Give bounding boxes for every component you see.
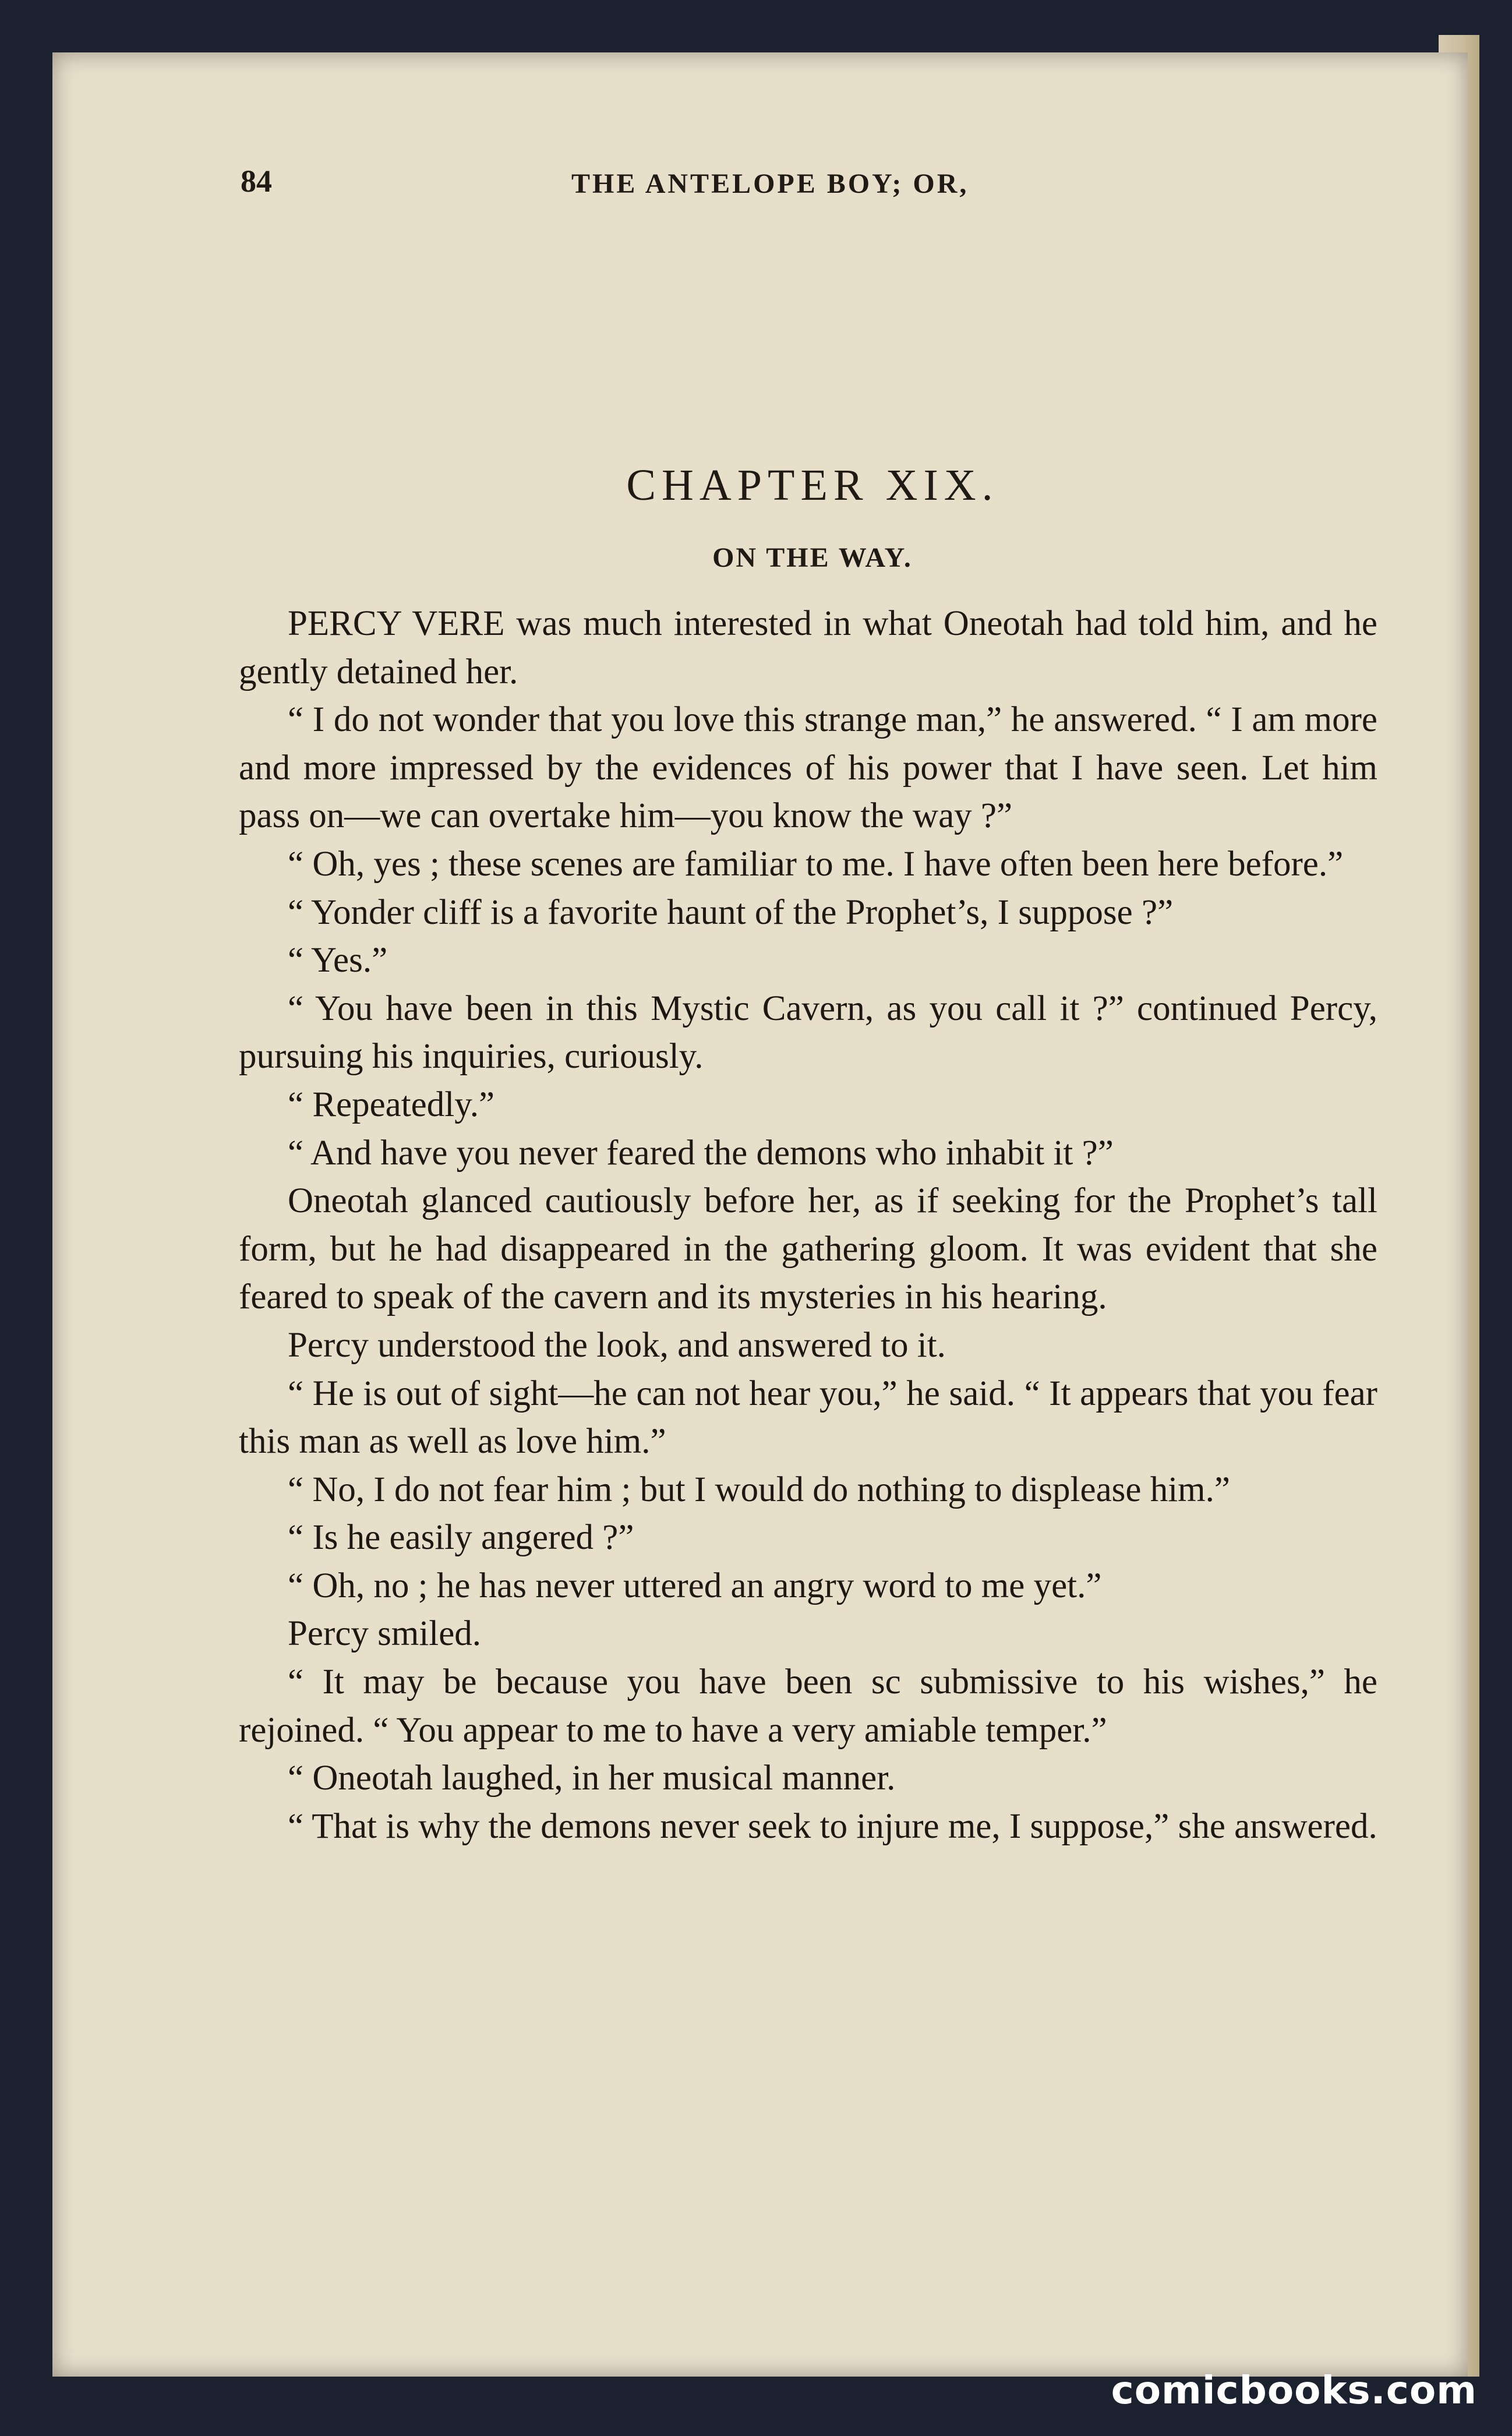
paragraph: Percy smiled. <box>288 1614 482 1654</box>
paragraph: “ Yonder cliff is a favorite haunt of the Prophet’s, I suppose ?” <box>288 892 1174 932</box>
paragraph: “ You have been in this Mystic Cavern, as you call it ?” continued Percy, pursuing his inquiries, curiously. <box>239 988 1377 1076</box>
paragraph: “ It may be because you have been sc submissive to his wishes,” he rejoined. “ You appear to me to have a very amiable temper.” <box>239 1662 1377 1750</box>
paragraph: “ No, I do not fear him ; but I would do nothing to displease him.” <box>288 1470 1230 1509</box>
paragraph: “ He is out of sight—he can not hear you,” he said. “ It appears that you fear this man as well as love him.” <box>239 1374 1377 1461</box>
running-head: THE ANTELOPE BOY; OR, <box>571 168 969 199</box>
paragraph: “ Yes.” <box>288 941 388 980</box>
paragraph: “ And have you never feared the demons who inhabit it ?” <box>288 1133 1114 1173</box>
paragraph: “ Is he easily angered ?” <box>288 1518 634 1558</box>
paragraph: “ That is why the demons never seek to injure me, I suppose,” she answered. <box>288 1806 1377 1846</box>
chapter-title: CHAPTER XIX. <box>626 461 999 510</box>
paragraph: “ I do not wonder that you love this strange man,” he answered. “ I am more and more impressed by the evidences of his power that I have seen. Let him pass on—we can overtake him—you know the way ?” <box>239 700 1377 836</box>
body-text <box>239 600 1377 1851</box>
paragraph: PERCY VERE was much interested in what Oneotah had told him, and he gently detained her. <box>239 604 1377 691</box>
watermark: comicbooks.com <box>1111 2368 1477 2413</box>
page-header <box>241 163 1376 204</box>
paragraph: “ Repeatedly.” <box>288 1085 495 1124</box>
paragraph: “ Oh, no ; he has never uttered an angry word to me yet.” <box>288 1566 1102 1605</box>
paragraph: “ Oneotah laughed, in her musical manner. <box>288 1759 896 1798</box>
paragraph: Oneotah glanced cautiously before her, as if seeking for the Prophet’s tall form, but he had disappeared in the gathering gloom. It was evident that she feared to speak of the cavern and its mysteries in his hearing. <box>239 1181 1377 1317</box>
chapter-subtitle: ON THE WAY. <box>712 542 913 573</box>
page-number: 84 <box>241 164 272 199</box>
paragraph: “ Oh, yes ; these scenes are familiar to me. I have often been here before.” <box>288 844 1344 884</box>
paragraph: Percy understood the look, and answered to it. <box>288 1325 946 1365</box>
